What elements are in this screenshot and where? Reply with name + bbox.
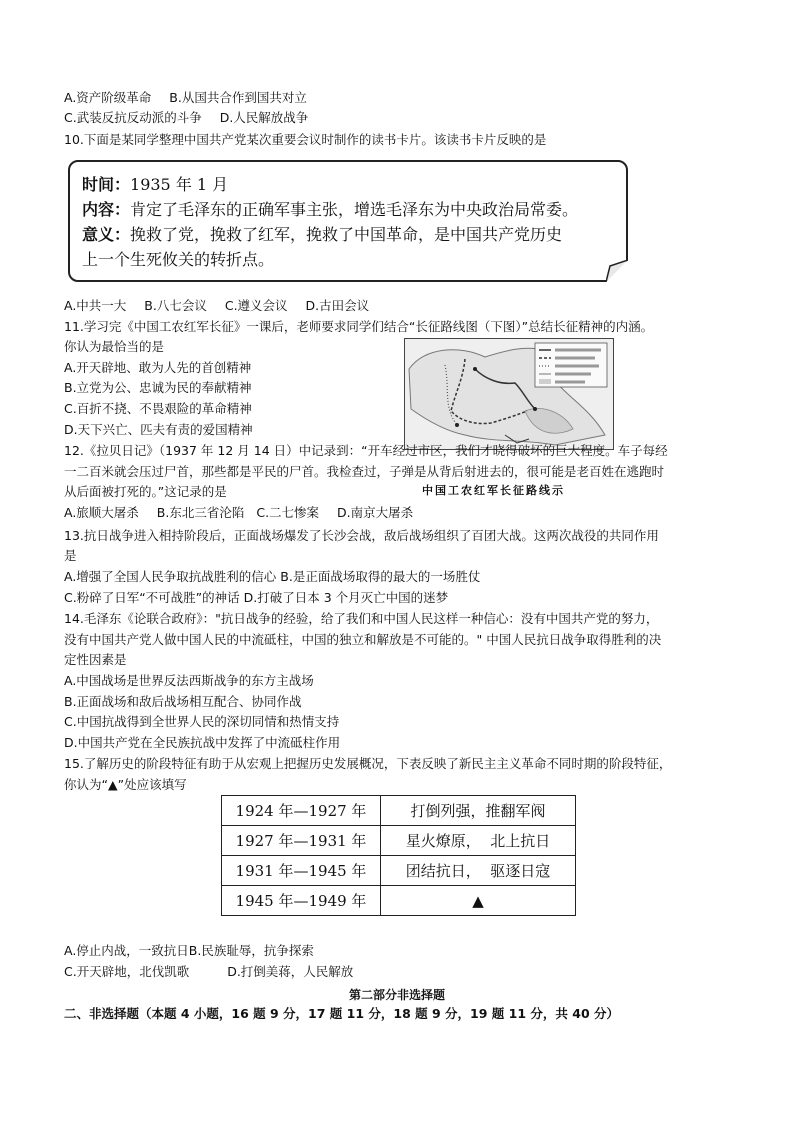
q11-option-b: B.立党为公、忠诚为民的奉献精神 [64, 380, 252, 395]
part-two-title: 第二部分非选择题 [348, 988, 445, 1002]
card-meaning-label: 意义： [82, 225, 131, 244]
reading-card [68, 160, 628, 282]
table-row [222, 886, 576, 916]
q15-option-c: C.开天辟地，北伐凯歌 [64, 964, 190, 979]
table-cell-triangle: ▲ [381, 886, 576, 916]
q11-option-d: D.天下兴亡、匹夫有责的爱国精神 [64, 422, 253, 437]
q12-line-2: 一二百米就会压过尸首，那些都是平民的尸首。我检查过，子弹是从背后射进去的，很可能是老百姓在逃跑时 [64, 464, 665, 479]
q15-option-d: D.打倒美蒋，人民解放 [227, 964, 354, 979]
q15-line-2: 你认为“▲”处应该填写 [64, 777, 187, 792]
table-cell-period: 1931 年—1945 年 [222, 856, 381, 886]
q9-option-c: C.武装反抗反动派的斗争 [64, 110, 202, 125]
q9-options-row-2 [64, 108, 308, 128]
section-two-heading: 二、非选择题（本题 4 小题，16 题 9 分，17 题 11 分，18 题 9 分，19 题 11 分，共 40 分） [64, 1006, 619, 1021]
card-content-value: 肯定了毛泽东的正确军事主张，增选毛泽东为中央政治局常委。 [130, 200, 579, 219]
table-row [222, 856, 576, 886]
q11-stem-1: 11.学习完《中国工农红军长征》一课后，老师要求同学们结合“长征路线图（下图）”总结长征精神的内涵。 [64, 319, 654, 334]
q12-options-row [64, 503, 413, 523]
table-row [222, 796, 576, 826]
map-caption: 中国工农红军长征路线示 [422, 484, 565, 497]
card-meaning-line-2: 上一个生死攸关的转折点。 [82, 250, 275, 269]
q12-line-3: 从后面被打死的。”这记录的是 [64, 484, 227, 499]
q11-stem-2: 你认为最恰当的是 [64, 339, 165, 354]
q9-option-b: B.从国共合作到国共对立 [169, 90, 307, 105]
q9-option-a: A.资产阶级革命 [64, 90, 152, 105]
q12-option-d: D.南京大屠杀 [337, 505, 414, 520]
q12-option-c: C.二七惨案 [256, 505, 320, 520]
q15-options-ab: A.停止内战，一致抗日B.民族耻辱，抗争探索 [64, 943, 314, 958]
q14-option-b: B.正面战场和敌后战场相互配合、协同作战 [64, 694, 302, 709]
q14-option-c: C.中国抗战得到全世界人民的深切同情和热情支持 [64, 714, 340, 729]
q10-stem: 10.下面是某同学整理中国共产党某次重要会议时制作的读书卡片。该读书卡片反映的是 [64, 132, 547, 147]
q14-line-3: 定性因素是 [64, 652, 127, 667]
table-row [222, 826, 576, 856]
q9-options-row-1 [64, 88, 307, 108]
q12-line-1: 12.《拉贝日记》（1937 年 12 月 14 日）中记录到：“开车经过市区，我们才晓得破坏的巨大程度。车子每经 [64, 443, 668, 458]
q13-options-cd: C.粉碎了日军“不可战胜”的神话 D.打破了日本 3 个月灭亡中国的迷梦 [64, 590, 449, 605]
q10-options-row [64, 296, 369, 316]
long-march-route-map [404, 338, 614, 450]
q14-option-a: A.中国战场是世界反法西斯战争的东方主战场 [64, 673, 314, 688]
q10-option-d: D.古田会议 [305, 298, 370, 313]
table-cell-period: 1924 年—1927 年 [222, 796, 381, 826]
q15-options-cd [64, 962, 353, 982]
card-time-label: 时间： [82, 175, 131, 194]
q12-option-a: A.旅顺大屠杀 [64, 505, 139, 520]
page-curl-icon [606, 260, 628, 282]
table-cell-feature: 星火燎原， 北上抗日 [381, 826, 576, 856]
q15-line-1: 15.了解历史的阶段特征有助于从宏观上把握历史发展概况，下表反映了新民主主义革命不同时期的阶段特征， [64, 756, 672, 771]
table-cell-period: 1945 年—1949 年 [222, 886, 381, 916]
card-time-line [82, 172, 614, 197]
table-cell-period: 1927 年—1931 年 [222, 826, 381, 856]
card-content-label: 内容： [82, 200, 131, 219]
card-meaning-line [82, 222, 614, 247]
q10-option-a: A.中共一大 [64, 298, 127, 313]
q13-line-2: 是 [64, 548, 77, 563]
card-content-line [82, 197, 614, 222]
q10-option-c: C.遵义会议 [224, 298, 288, 313]
table-cell-feature: 打倒列强，推翻军阀 [381, 796, 576, 826]
stage-feature-table [221, 795, 576, 916]
q9-option-d: D.人民解放战争 [219, 110, 309, 125]
q11-option-a: A.开天辟地、敢为人先的首创精神 [64, 360, 252, 375]
card-time-value: 1935 年 1 月 [130, 175, 229, 194]
q11-option-c: C.百折不挠、不畏艰险的革命精神 [64, 401, 252, 416]
q14-line-2: 没有中国共产党人做中国人民的中流砥柱，中国的独立和解放是不可能的。" 中国人民抗日战争取得胜利的决 [64, 632, 662, 647]
table-cell-feature: 团结抗日， 驱逐日寇 [381, 856, 576, 886]
q10-option-b: B.八七会议 [144, 298, 207, 313]
q13-line-1: 13.抗日战争进入相持阶段后，正面战场爆发了长沙会战，敌后战场组织了百团大战。这两次战役的共同作用 [64, 528, 659, 543]
card-meaning-value-1: 挽救了党，挽救了红军，挽救了中国革命，是中国共产党历史 [130, 225, 563, 244]
q12-option-b: B.东北三省沦陷 [156, 505, 245, 520]
q14-line-1: 14.毛泽东《论联合政府》："抗日战争的经验，给了我们和中国人民这样一种信心：没有中国共产党的努力， [64, 611, 659, 626]
long-march-map-drawing [405, 339, 613, 449]
q14-option-d: D.中国共产党在全民族抗战中发挥了中流砥柱作用 [64, 735, 341, 750]
q13-options-ab: A.增强了全国人民争取抗战胜利的信心 B.是正面战场取得的最大的一场胜仗 [64, 569, 481, 584]
